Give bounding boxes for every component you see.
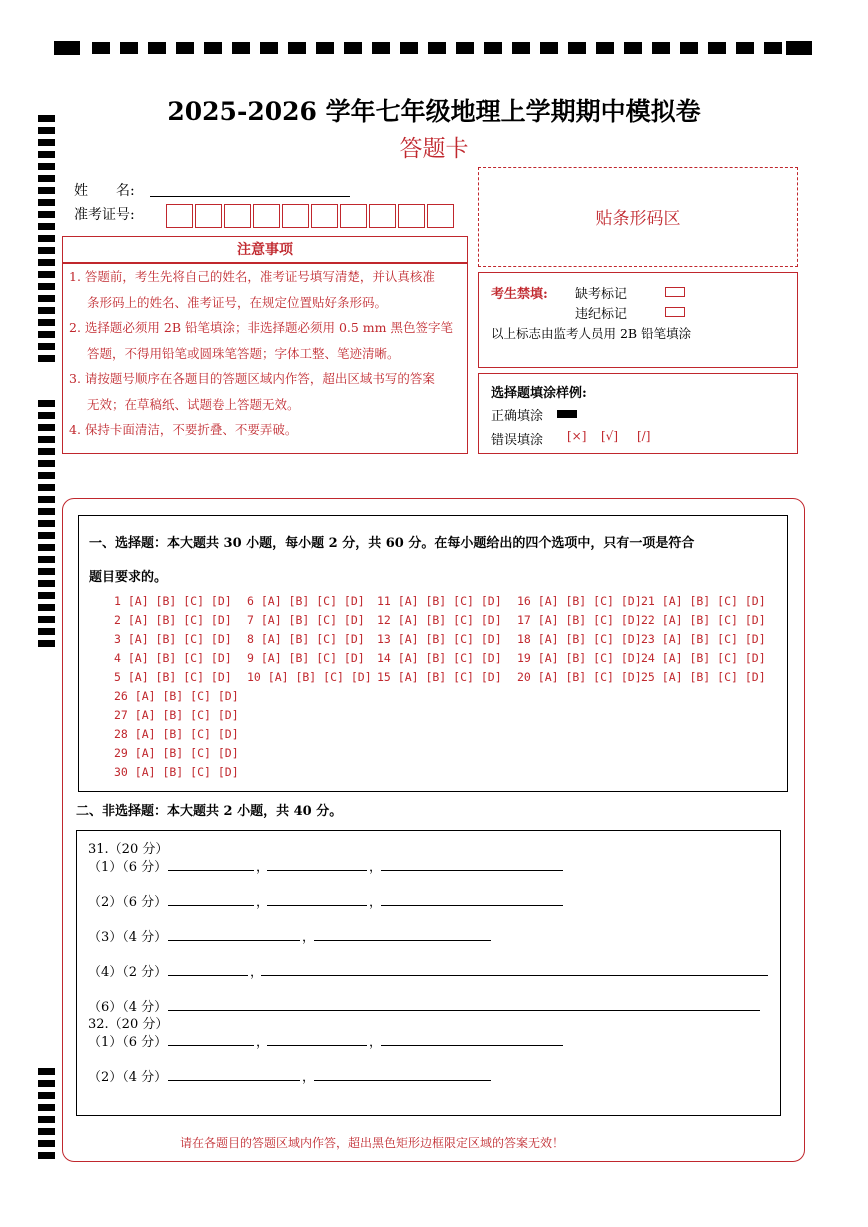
question-row[interactable]: 18 [A] [B] [C] [D] [517, 632, 642, 646]
question-row[interactable]: 24 [A] [B] [C] [D] [641, 651, 766, 665]
fill-example-box [478, 373, 798, 454]
q31-part4-label: （4）（2 分） [88, 965, 168, 980]
footer-warning: 请在各题目的答题区域内作答，超出黑色矩形边框限定区域的答案无效！ [180, 1136, 565, 1150]
answer-blank[interactable] [381, 905, 563, 906]
answer-blank[interactable] [381, 870, 563, 871]
question-row[interactable]: 30 [A] [B] [C] [D] [114, 765, 239, 779]
question-row[interactable]: 7 [A] [B] [C] [D] [247, 613, 365, 627]
wrong-mark-slash: [/] [637, 429, 651, 443]
q31-part1-label: （1）（6 分） [88, 860, 168, 875]
comma: ， [256, 860, 270, 875]
exam-ban-note: 以上标志由监考人员用 2B 铅笔填涂 [491, 326, 692, 341]
answer-blank[interactable] [314, 940, 491, 941]
question-row[interactable]: 10 [A] [B] [C] [D] [247, 670, 372, 684]
correct-fill-label: 正确填涂 [491, 409, 544, 424]
choice-section-heading: 一、选择题：本大题共 30 小题，每小题 2 分，共 60 分。在每小题给出的四个选项中，只有一项是符合 [89, 536, 695, 551]
answer-blank[interactable] [168, 975, 248, 976]
question-row[interactable]: 28 [A] [B] [C] [D] [114, 727, 239, 741]
comma: ， [256, 1035, 270, 1050]
absent-mark-box[interactable] [665, 287, 685, 297]
top-timing-marks [54, 40, 814, 56]
question-row[interactable]: 16 [A] [B] [C] [D] [517, 594, 642, 608]
wrong-mark-check: [√] [601, 429, 619, 443]
answer-blank[interactable] [381, 1045, 563, 1046]
question-row[interactable]: 9 [A] [B] [C] [D] [247, 651, 365, 665]
choice-section-heading-cont: 题目要求的。 [89, 570, 168, 585]
question-row[interactable]: 23 [A] [B] [C] [D] [641, 632, 766, 646]
question-row[interactable]: 1 [A] [B] [C] [D] [114, 594, 232, 608]
answer-blank[interactable] [168, 1010, 760, 1011]
question-row[interactable]: 13 [A] [B] [C] [D] [377, 632, 502, 646]
question-row[interactable]: 25 [A] [B] [C] [D] [641, 670, 766, 684]
answer-blank[interactable] [168, 1045, 254, 1046]
exam-ban-label: 考生禁填: [491, 287, 548, 302]
wrong-fill-label: 错误填涂 [491, 433, 544, 448]
question-row[interactable]: 20 [A] [B] [C] [D] [517, 670, 642, 684]
answer-blank[interactable] [314, 1080, 491, 1081]
question-row[interactable]: 29 [A] [B] [C] [D] [114, 746, 239, 760]
name-label: 姓 名: [74, 183, 135, 199]
question-row[interactable]: 15 [A] [B] [C] [D] [377, 670, 502, 684]
answer-blank[interactable] [168, 870, 254, 871]
barcode-label: 贴条形码区 [595, 209, 681, 229]
page-subtitle: 答题卡 [399, 136, 469, 162]
question-row[interactable]: 21 [A] [B] [C] [D] [641, 594, 766, 608]
answer-blank[interactable] [267, 870, 367, 871]
fill-example-title: 选择题填涂样例: [491, 386, 587, 401]
answer-blank[interactable] [168, 1080, 300, 1081]
comma: ， [302, 1070, 316, 1085]
ticket-label: 准考证号: [74, 207, 135, 223]
q31-part2-label: （2）（6 分） [88, 895, 168, 910]
question-row[interactable]: 8 [A] [B] [C] [D] [247, 632, 365, 646]
question-row[interactable]: 3 [A] [B] [C] [D] [114, 632, 232, 646]
question-row[interactable]: 27 [A] [B] [C] [D] [114, 708, 239, 722]
notes-title: 注意事项 [62, 236, 468, 264]
answer-blank[interactable] [168, 905, 254, 906]
question-row[interactable]: 17 [A] [B] [C] [D] [517, 613, 642, 627]
answer-blank[interactable] [267, 905, 367, 906]
violation-label: 违纪标记 [575, 307, 628, 322]
q31-part3-label: （3）（4 分） [88, 930, 168, 945]
note-item: 4. 保持卡面清洁，不要折叠、不要弄破。 [69, 422, 298, 437]
comma: ， [256, 895, 270, 910]
answer-blank[interactable] [267, 1045, 367, 1046]
comma: ， [369, 1035, 383, 1050]
question-row[interactable]: 26 [A] [B] [C] [D] [114, 689, 239, 703]
question-row[interactable]: 6 [A] [B] [C] [D] [247, 594, 365, 608]
violation-mark-box[interactable] [665, 307, 685, 317]
note-item: 2. 选择题必须用 2B 铅笔填涂；非选择题必须用 0.5 mm 黑色签字笔 答题，不得用铅笔或圆珠笔答题；字体工整、笔迹清晰。 [69, 320, 453, 361]
wrong-mark-x: [×] [567, 429, 587, 443]
notes-box [62, 262, 468, 454]
absent-label: 缺考标记 [575, 287, 628, 302]
free-response-box [76, 830, 781, 1116]
free-response-heading: 二、非选择题：本大题共 2 小题，共 40 分。 [76, 804, 343, 819]
answer-blank[interactable] [168, 940, 300, 941]
comma: ， [369, 895, 383, 910]
correct-fill-sample [557, 410, 577, 418]
comma: ， [302, 930, 316, 945]
q32-part1-label: （1）（6 分） [88, 1035, 168, 1050]
q31-part6-label: （6）（4 分） [88, 1000, 168, 1015]
question-row[interactable]: 19 [A] [B] [C] [D] [517, 651, 642, 665]
question-row[interactable]: 11 [A] [B] [C] [D] [377, 594, 502, 608]
question-row[interactable]: 14 [A] [B] [C] [D] [377, 651, 502, 665]
exam-ban-box [478, 272, 798, 368]
comma: ， [369, 860, 383, 875]
question-row[interactable]: 4 [A] [B] [C] [D] [114, 651, 232, 665]
note-item: 1. 答题前，考生先将自己的姓名，准考证号填写清楚，并认真核准 条形码上的姓名、准考证号，在规定位置贴好条形码。 [69, 269, 435, 310]
page-title: 2025-2026 学年七年级地理上学期期中模拟卷 [167, 97, 701, 126]
question-row[interactable]: 12 [A] [B] [C] [D] [377, 613, 502, 627]
name-field[interactable] [150, 196, 350, 197]
q32-part2-label: （2）（4 分） [88, 1070, 168, 1085]
q32-title: 32.（20 分） [88, 1017, 169, 1032]
note-item: 3. 请按题号顺序在各题目的答题区域内作答，超出区域书写的答案 无效；在草稿纸、试题卷上答题无效。 [69, 371, 435, 412]
barcode-area [478, 167, 798, 267]
question-row[interactable]: 2 [A] [B] [C] [D] [114, 613, 232, 627]
answer-blank[interactable] [261, 975, 768, 976]
comma: ， [250, 965, 264, 980]
question-row[interactable]: 22 [A] [B] [C] [D] [641, 613, 766, 627]
q31-title: 31.（20 分） [88, 842, 169, 857]
question-row[interactable]: 5 [A] [B] [C] [D] [114, 670, 232, 684]
